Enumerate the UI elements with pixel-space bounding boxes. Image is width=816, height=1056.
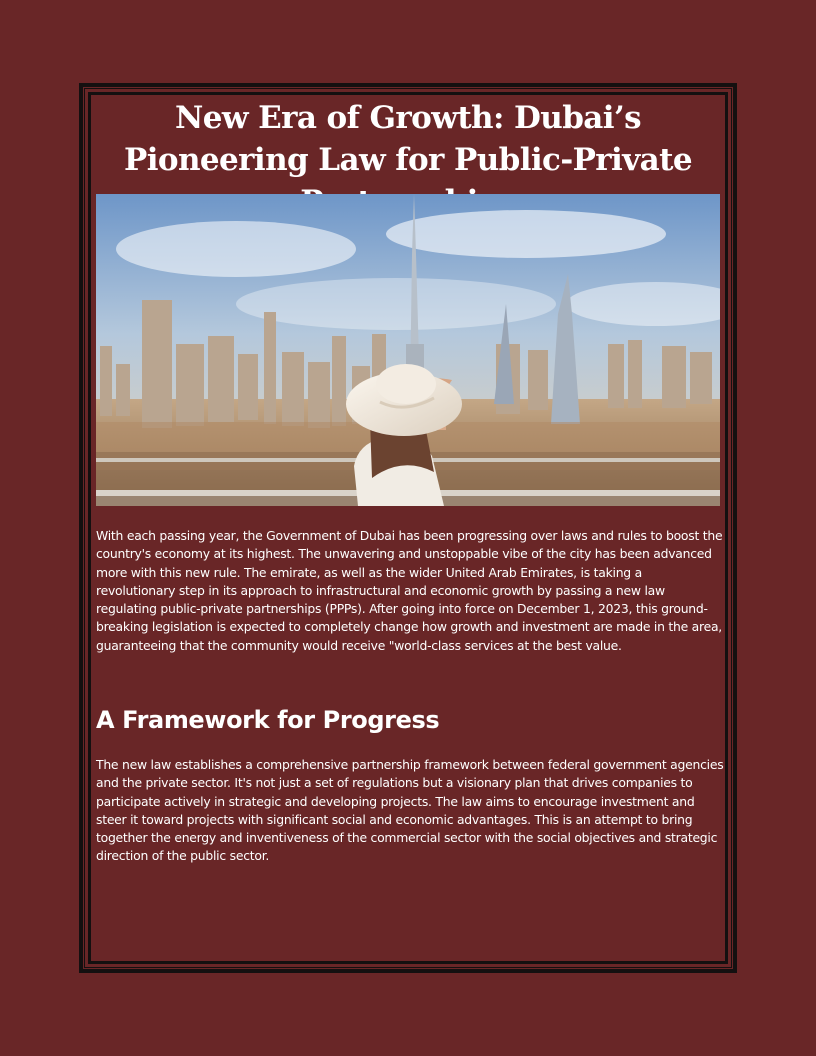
section-heading: A Framework for Progress — [96, 706, 440, 734]
article-title: New Era of Growth: Dubai’s Pioneering Law for Public-Private — [124, 100, 692, 178]
section-paragraph: The new law establishes a comprehensive partnership framework between federal government agencies and the private sector. It's not just a set of regulations but a visionary plan that drives companies to participate actively in strategic and developing projects. The law aims to encourage investment and steer it toward projects with significant social and economic advantages. This is an attempt to bring together the energy and inventiveness of the commercial sector with the social objectives and strategic direction of the public sector. — [96, 757, 724, 864]
hero-image-dubai-skyline — [96, 194, 720, 506]
intro-paragraph: With each passing year, the Government of Dubai has been progressing over laws and rules to boost the country's economy at its highest. The unwavering and unstoppable vibe of the city has been advanced more with this new rule. The emirate, as well as the wider United Arab Emirates, is taking a revolutionary step in its approach to infrastructural and economic growth by passing a new law regulating public-private partnerships (PPPs). After going into force on December 1, 2023, this ground-breaking legislation is expected to completely change how growth and investment are made in the area, guaranteeing that the community would receive "world-class services at the best value. — [96, 528, 723, 653]
